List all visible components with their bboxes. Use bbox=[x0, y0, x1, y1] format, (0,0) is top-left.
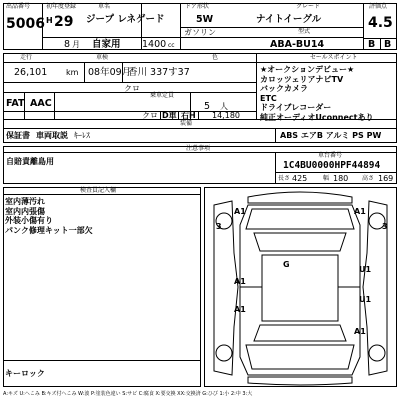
lot-number: 5006 bbox=[6, 16, 45, 32]
grade-label: グレード bbox=[296, 3, 321, 10]
usage: 自家用 bbox=[92, 39, 121, 50]
notes-label: 注意事項 bbox=[186, 145, 211, 152]
inspection-date: 08年09月 bbox=[88, 67, 132, 78]
selling-points-label: セールスポイント bbox=[310, 54, 358, 61]
damage-mark: U1 bbox=[359, 295, 372, 304]
damage-mark: U1 bbox=[359, 265, 372, 274]
rear-bumper-shape bbox=[248, 377, 352, 385]
lot-label: 出品番号 bbox=[6, 3, 31, 10]
tailgate-shape bbox=[246, 345, 354, 369]
color-main: クロ bbox=[124, 84, 140, 93]
price: 14,180 bbox=[212, 111, 240, 120]
doors-label: ドア形状 bbox=[185, 3, 209, 10]
keyless: ｷｰﾚｽ bbox=[74, 131, 90, 140]
first-reg-label: 初年度登録 bbox=[46, 3, 77, 10]
front-bumper-shape bbox=[248, 192, 352, 203]
inspector-line: 室内内張傷 bbox=[5, 206, 45, 216]
car-diagram bbox=[204, 187, 397, 387]
maker-model: ジープ レネゲード bbox=[86, 14, 165, 25]
length-label: 長さ bbox=[278, 175, 291, 182]
chassis-number: 1C4BU0000HPF44894 bbox=[283, 160, 381, 171]
warranty: 保証書 bbox=[6, 131, 30, 140]
cc-unit: cc bbox=[168, 42, 175, 49]
rear-right-wheel-shape bbox=[369, 345, 385, 361]
key-lock: キーロック bbox=[5, 369, 45, 378]
notes-line: 自賠責離島用 bbox=[6, 157, 54, 166]
damage-mark: A1 bbox=[234, 207, 246, 216]
month-unit: 月 bbox=[72, 40, 80, 49]
inspector-line: 外装小傷有り bbox=[5, 216, 53, 225]
grade: ナイトイーグル bbox=[256, 14, 322, 25]
height-value: 169 bbox=[378, 174, 394, 183]
damage-mark: G bbox=[283, 260, 290, 269]
chassis-label: 車台番号 bbox=[318, 152, 343, 159]
damage-mark: 3 bbox=[216, 222, 222, 231]
legend: A:キズ U:へこみ B:キズ付へこみ W:波 P:塗装色違い S:サビ C:腐食 X:要交換 XX:交換済 G:ひび 1:小 2:中 3:大 bbox=[3, 391, 253, 397]
km-unit: km bbox=[66, 68, 79, 77]
rear-left-wheel-shape bbox=[216, 345, 232, 361]
damage-mark: A1 bbox=[234, 305, 246, 314]
displacement: 1400 bbox=[142, 39, 167, 50]
selling-points-list bbox=[260, 65, 373, 122]
fuel: ガソリン bbox=[184, 28, 216, 37]
color-label: 色 bbox=[212, 54, 219, 61]
overall-score: 4.5 bbox=[368, 15, 393, 31]
height-label: 高さ bbox=[362, 175, 375, 182]
steering: 右H bbox=[181, 111, 196, 120]
roof-shape bbox=[262, 255, 338, 321]
selling-point: ETC bbox=[260, 93, 277, 103]
mileage: 26,101 bbox=[14, 67, 48, 78]
drive-type: D車 bbox=[162, 111, 177, 120]
color-secondary: クロ bbox=[142, 111, 158, 120]
selling-point: 純正オーディオUconnectあり bbox=[260, 112, 374, 122]
rear-window-shape bbox=[254, 325, 346, 341]
selling-point: ドライブレコーダー bbox=[260, 103, 332, 112]
inspector-notes bbox=[5, 197, 93, 235]
length-value: 425 bbox=[292, 174, 308, 183]
width-value: 180 bbox=[333, 174, 349, 183]
model-code-label: 型式 bbox=[298, 28, 311, 35]
windshield-shape bbox=[254, 233, 346, 251]
inspector-line: 室内薄汚れ bbox=[5, 197, 45, 206]
aircon: AAC bbox=[30, 98, 52, 109]
inspection-label: 車検 bbox=[96, 54, 109, 61]
inspector-title: 検査員記入欄 bbox=[80, 187, 117, 194]
hood-shape bbox=[246, 209, 354, 229]
damage-mark: A1 bbox=[234, 277, 246, 286]
score-label: 評価点 bbox=[369, 3, 388, 10]
selling-point: カロッツェリアナビTV bbox=[260, 74, 344, 84]
interior-score: B bbox=[384, 39, 392, 50]
inspector-line: パンク修理キット一部欠 bbox=[5, 225, 93, 235]
equipment: ABS エアB アルミ PS PW bbox=[280, 131, 382, 140]
mileage-label: 走行 bbox=[20, 54, 33, 61]
era: H bbox=[46, 16, 53, 25]
equipment-label: 装備 bbox=[180, 120, 193, 127]
exterior-score: B bbox=[368, 39, 376, 50]
body-outline-shape bbox=[240, 205, 360, 375]
selling-point: バックカメラ bbox=[260, 84, 308, 93]
selling-point: ★オークションデビュー★ bbox=[260, 65, 355, 74]
manual: 車両取説 bbox=[36, 131, 68, 140]
reg-year: 29 bbox=[54, 14, 74, 30]
width-label: 幅 bbox=[323, 175, 330, 182]
damage-mark: A1 bbox=[354, 327, 366, 336]
model-code: ABA-BU14 bbox=[270, 39, 325, 50]
doors: 5W bbox=[196, 14, 214, 25]
seats-label: 乗車定員 bbox=[150, 92, 175, 99]
damage-mark: 3 bbox=[382, 222, 388, 231]
seats: 5 bbox=[204, 101, 211, 112]
seat-unit: 人 bbox=[220, 102, 228, 111]
damage-mark: A1 bbox=[354, 207, 366, 216]
location: 香川 337す37 bbox=[128, 67, 190, 78]
reg-month: 8 bbox=[64, 39, 71, 50]
transmission: FAT bbox=[6, 98, 25, 109]
car-name-label: 車名 bbox=[98, 3, 111, 10]
